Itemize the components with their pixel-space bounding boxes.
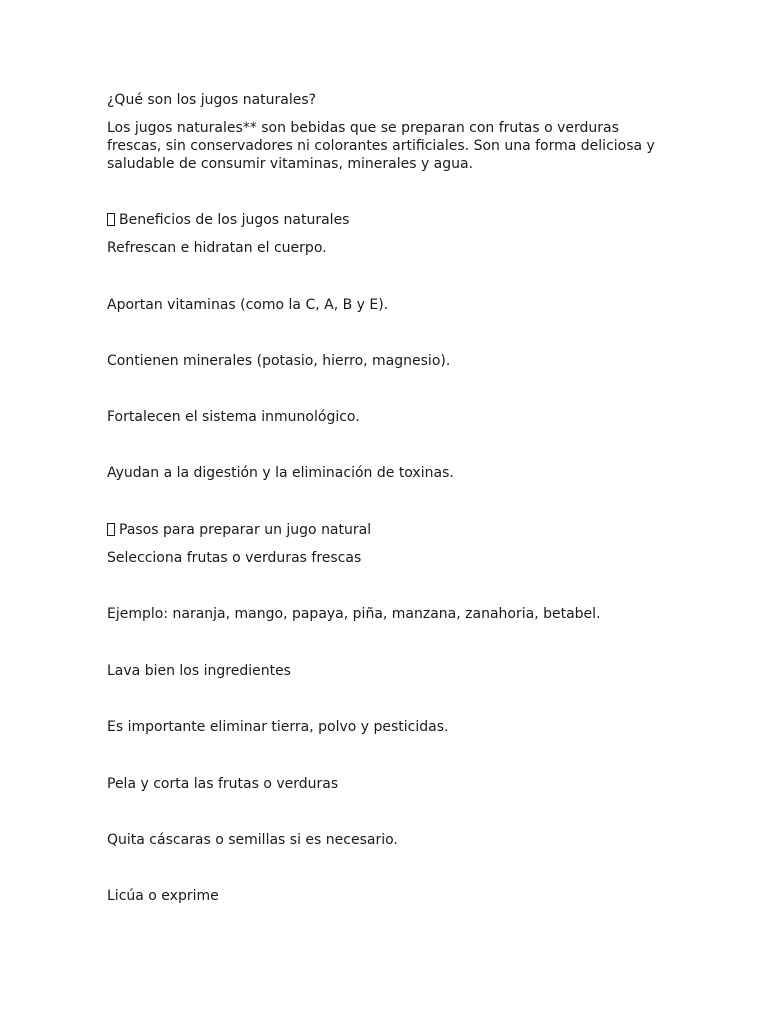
document-title: ¿Qué son los jugos naturales? <box>107 92 317 108</box>
benefit-item: Ayudan a la digestión y la eliminación de toxinas. <box>107 465 454 481</box>
steps-heading-text: Pasos para preparar un jugo natural <box>119 522 372 538</box>
step-item: Selecciona frutas o verduras frescas <box>107 550 362 566</box>
missing-glyph-icon <box>107 523 115 536</box>
benefit-item: Refrescan e hidratan el cuerpo. <box>107 240 327 256</box>
benefit-item: Contienen minerales (potasio, hierro, magnesio). <box>107 353 451 369</box>
intro-line: saludable de consumir vitaminas, minerales y agua. <box>107 156 474 172</box>
missing-glyph-icon <box>107 213 115 226</box>
step-item: Lava bien los ingredientes <box>107 663 291 679</box>
intro-line: frescas, sin conservadores ni colorantes artificiales. Son una forma deliciosa y <box>107 138 655 154</box>
step-item: Licúa o exprime <box>107 888 219 904</box>
benefits-heading <box>107 211 349 229</box>
step-item: Ejemplo: naranja, mango, papaya, piña, manzana, zanahoria, betabel. <box>107 606 601 622</box>
benefits-heading-text: Beneficios de los jugos naturales <box>119 212 350 228</box>
intro-line: Los jugos naturales** son bebidas que se preparan con frutas o verduras <box>107 120 619 136</box>
step-item: Quita cáscaras o semillas si es necesario. <box>107 832 398 848</box>
step-item: Es importante eliminar tierra, polvo y pesticidas. <box>107 719 449 735</box>
benefit-item: Fortalecen el sistema inmunológico. <box>107 409 360 425</box>
step-item: Pela y corta las frutas o verduras <box>107 776 339 792</box>
intro-paragraph <box>107 119 655 173</box>
steps-heading <box>107 521 371 539</box>
benefit-item: Aportan vitaminas (como la C, A, B y E). <box>107 297 389 313</box>
